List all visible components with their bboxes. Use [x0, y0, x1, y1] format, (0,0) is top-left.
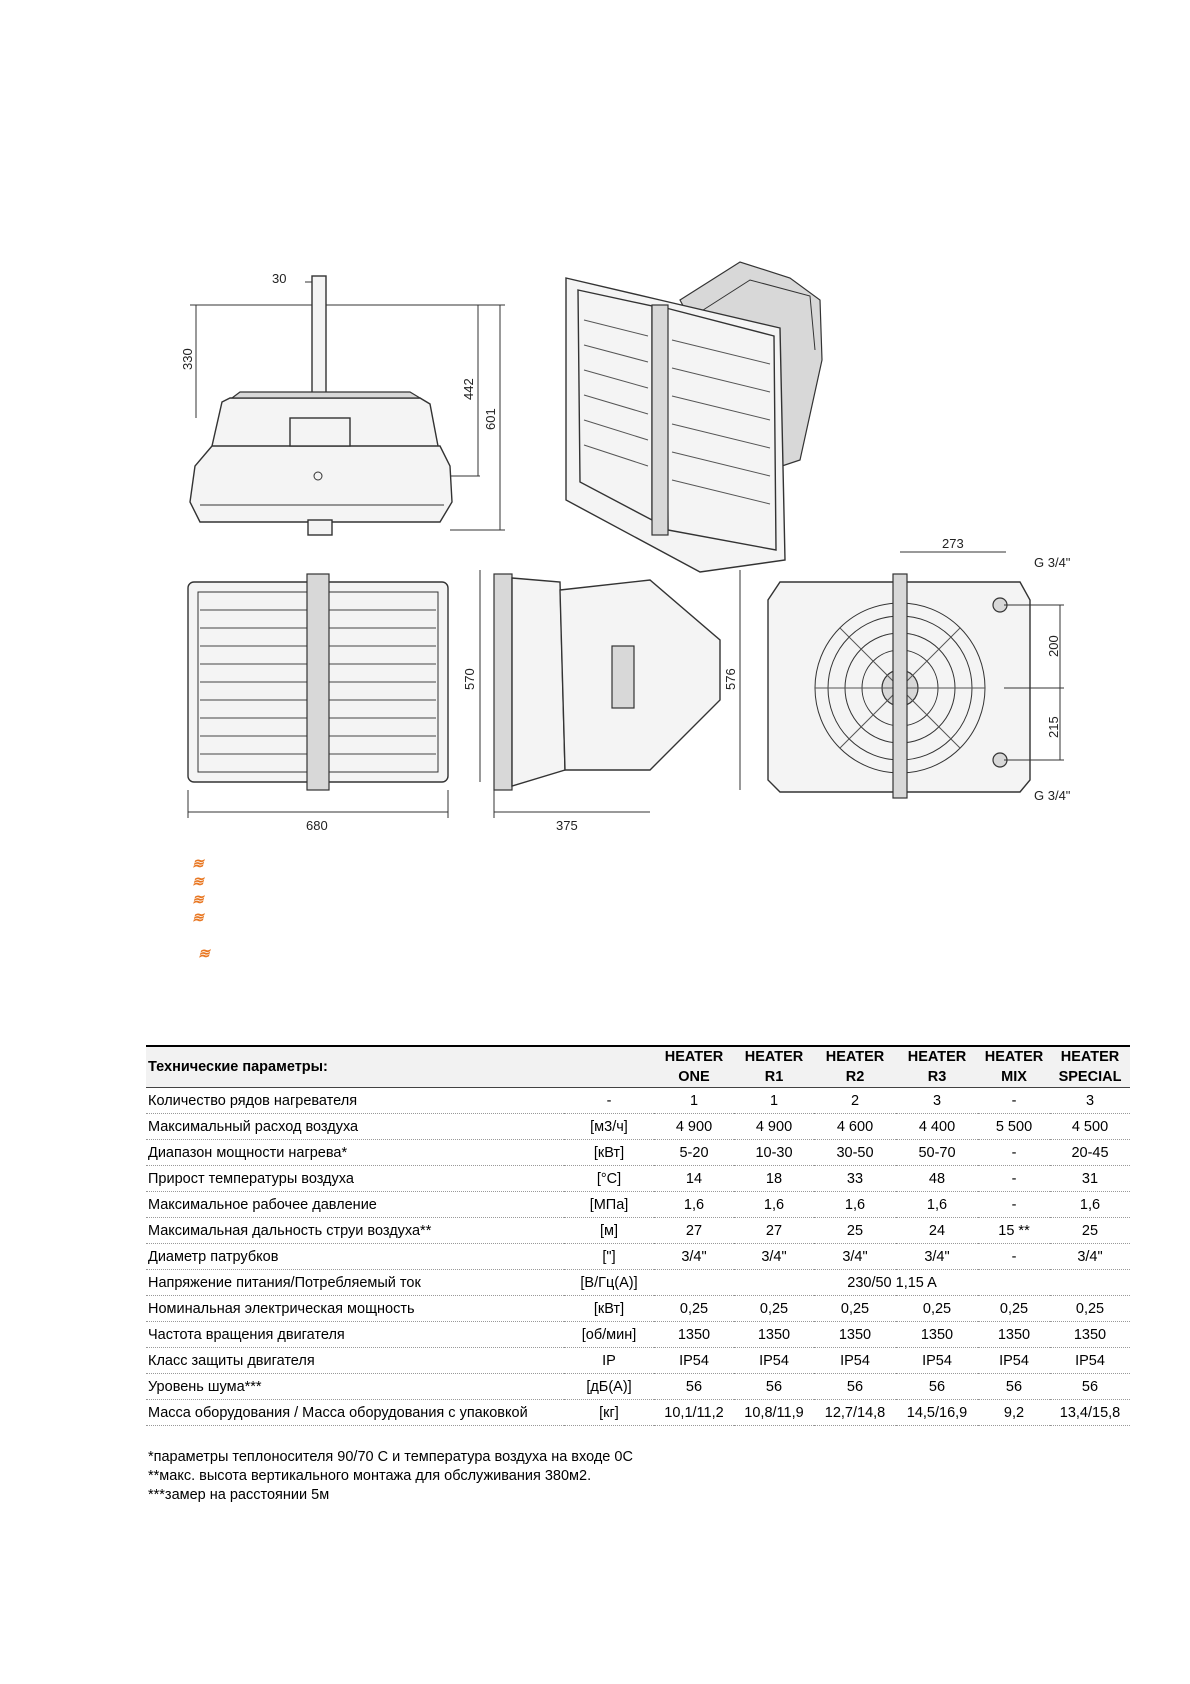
param-value: 1,6: [814, 1192, 896, 1218]
param-name: Номинальная электрическая мощность: [146, 1296, 564, 1322]
spec-row: [146, 1192, 1130, 1218]
param-value: IP54: [1050, 1348, 1130, 1374]
param-value: IP54: [814, 1348, 896, 1374]
param-value: 1350: [1050, 1322, 1130, 1348]
profile-view: [462, 570, 740, 833]
bullet-icon: ≋: [192, 891, 204, 907]
spec-row: [146, 1114, 1130, 1140]
param-name: Максимальный расход воздуха: [146, 1114, 564, 1140]
spec-row: [146, 1374, 1130, 1400]
param-name: Максимальное рабочее давление: [146, 1192, 564, 1218]
param-value: IP54: [896, 1348, 978, 1374]
param-unit: [В/Гц(A)]: [564, 1270, 654, 1296]
param-value: 3/4": [654, 1244, 734, 1270]
param-value: 4 900: [734, 1114, 814, 1140]
spec-row: [146, 1244, 1130, 1270]
param-name: Диапазон мощности нагрева*: [146, 1140, 564, 1166]
param-value: 4 400: [896, 1114, 978, 1140]
param-value: 1350: [978, 1322, 1050, 1348]
param-value: IP54: [654, 1348, 734, 1374]
param-value: -: [978, 1244, 1050, 1270]
param-value: 3: [896, 1088, 978, 1114]
param-value: 230/50 1,15 A: [654, 1270, 1130, 1296]
spec-body: [146, 1088, 1130, 1426]
isometric-view: [566, 262, 822, 572]
dim-30: 30: [272, 271, 287, 286]
model-header: HEATER MIX: [984, 1049, 1044, 1085]
param-unit: -: [564, 1088, 654, 1114]
param-value: 12,7/14,8: [814, 1400, 896, 1426]
back-view: [768, 536, 1071, 803]
connector-bottom: G 3/4": [1034, 788, 1071, 803]
param-value: 27: [734, 1218, 814, 1244]
spec-row: [146, 1140, 1130, 1166]
param-value: 1,6: [734, 1192, 814, 1218]
param-value: 1,6: [654, 1192, 734, 1218]
dim-570: 570: [462, 668, 477, 690]
spec-row: [146, 1166, 1130, 1192]
param-value: 4 600: [814, 1114, 896, 1140]
param-value: 3/4": [734, 1244, 814, 1270]
param-unit: IP: [564, 1348, 654, 1374]
param-value: 0,25: [654, 1296, 734, 1322]
param-unit: [м3/ч]: [564, 1114, 654, 1140]
dim-601: 601: [483, 408, 498, 430]
param-value: 0,25: [1050, 1296, 1130, 1322]
param-value: 10-30: [734, 1140, 814, 1166]
param-value: 1,6: [1050, 1192, 1130, 1218]
model-header: HEATER R3: [907, 1049, 967, 1085]
spec-row: [146, 1088, 1130, 1114]
technical-drawing: [0, 0, 1190, 840]
side-view: [180, 271, 505, 535]
param-value: 27: [654, 1218, 734, 1244]
param-value: 15 **: [978, 1218, 1050, 1244]
param-value: 1350: [734, 1322, 814, 1348]
param-value: 31: [1050, 1166, 1130, 1192]
param-value: 5 500: [978, 1114, 1050, 1140]
param-name: Класс защиты двигателя: [146, 1348, 564, 1374]
bullet-icon: ≋: [192, 855, 204, 871]
param-value: 1350: [814, 1322, 896, 1348]
footnotes: [148, 1448, 633, 1505]
param-value: 25: [814, 1218, 896, 1244]
spec-row: [146, 1322, 1130, 1348]
param-value: 3/4": [814, 1244, 896, 1270]
param-value: 33: [814, 1166, 896, 1192]
model-header: HEATER R2: [825, 1049, 885, 1085]
param-value: 56: [896, 1374, 978, 1400]
param-value: 0,25: [896, 1296, 978, 1322]
param-value: 1350: [654, 1322, 734, 1348]
param-name: Количество рядов нагревателя: [146, 1088, 564, 1114]
bullet-icon: ≋: [192, 873, 204, 889]
param-unit: [кг]: [564, 1400, 654, 1426]
front-view: [188, 574, 448, 833]
param-unit: [об/мин]: [564, 1322, 654, 1348]
param-value: 24: [896, 1218, 978, 1244]
param-value: -: [978, 1166, 1050, 1192]
dim-200: 200: [1046, 635, 1061, 657]
dim-215: 215: [1046, 716, 1061, 738]
param-value: 1: [654, 1088, 734, 1114]
spec-table: [146, 1045, 1130, 1426]
spec-header-row: [146, 1046, 1130, 1088]
model-header: HEATER R1: [744, 1049, 804, 1085]
param-value: 56: [1050, 1374, 1130, 1400]
param-value: 0,25: [978, 1296, 1050, 1322]
param-name: Прирост температуры воздуха: [146, 1166, 564, 1192]
dim-680: 680: [306, 818, 328, 833]
dim-330: 330: [180, 348, 195, 370]
param-value: -: [978, 1140, 1050, 1166]
param-value: 9,2: [978, 1400, 1050, 1426]
param-value: 13,4/15,8: [1050, 1400, 1130, 1426]
param-value: IP54: [734, 1348, 814, 1374]
dim-442: 442: [461, 378, 476, 400]
param-value: 1,6: [896, 1192, 978, 1218]
param-name: Уровень шума***: [146, 1374, 564, 1400]
param-unit: [°C]: [564, 1166, 654, 1192]
spec-row: [146, 1270, 1130, 1296]
param-value: 0,25: [814, 1296, 896, 1322]
bullet-icon: ≋: [192, 909, 204, 925]
dim-273: 273: [942, 536, 964, 551]
param-value: -: [978, 1192, 1050, 1218]
param-name: Напряжение питания/Потребляемый ток: [146, 1270, 564, 1296]
param-value: 50-70: [896, 1140, 978, 1166]
footnote: *параметры теплоносителя 90/70 С и температура воздуха на входе 0С: [148, 1449, 633, 1465]
spec-row: [146, 1400, 1130, 1426]
spec-row: [146, 1296, 1130, 1322]
param-value: 10,8/11,9: [734, 1400, 814, 1426]
param-value: 14,5/16,9: [896, 1400, 978, 1426]
param-value: 3/4": [1050, 1244, 1130, 1270]
param-value: 30-50: [814, 1140, 896, 1166]
param-value: 18: [734, 1166, 814, 1192]
param-value: 25: [1050, 1218, 1130, 1244]
param-value: 1350: [896, 1322, 978, 1348]
param-value: 1: [734, 1088, 814, 1114]
param-value: 5-20: [654, 1140, 734, 1166]
model-header: HEATER ONE: [664, 1049, 724, 1085]
footnote: ***замер на расстоянии 5м: [148, 1487, 330, 1503]
param-unit: ["]: [564, 1244, 654, 1270]
param-value: 4 500: [1050, 1114, 1130, 1140]
spec-title: Технические параметры:: [148, 1059, 328, 1075]
param-value: 2: [814, 1088, 896, 1114]
dim-375: 375: [556, 818, 578, 833]
param-value: -: [978, 1088, 1050, 1114]
param-value: 4 900: [654, 1114, 734, 1140]
param-value: 56: [814, 1374, 896, 1400]
model-header: HEATER SPECIAL: [1058, 1049, 1122, 1085]
param-unit: [кВт]: [564, 1296, 654, 1322]
param-unit: [м]: [564, 1218, 654, 1244]
param-value: 3: [1050, 1088, 1130, 1114]
param-value: 3/4": [896, 1244, 978, 1270]
dim-576: 576: [723, 668, 738, 690]
param-value: 10,1/11,2: [654, 1400, 734, 1426]
param-name: Частота вращения двигателя: [146, 1322, 564, 1348]
param-unit: [кВт]: [564, 1140, 654, 1166]
param-name: Масса оборудования / Масса оборудования с упаковкой: [146, 1400, 564, 1426]
param-value: 48: [896, 1166, 978, 1192]
param-name: Диаметр патрубков: [146, 1244, 564, 1270]
param-name: Максимальная дальность струи воздуха**: [146, 1218, 564, 1244]
connector-top: G 3/4": [1034, 555, 1071, 570]
param-value: 56: [654, 1374, 734, 1400]
param-unit: [МПа]: [564, 1192, 654, 1218]
spec-row: [146, 1218, 1130, 1244]
param-value: IP54: [978, 1348, 1050, 1374]
param-value: 56: [978, 1374, 1050, 1400]
bullet-icon: ≋: [198, 945, 210, 961]
param-value: 20-45: [1050, 1140, 1130, 1166]
param-value: 14: [654, 1166, 734, 1192]
param-unit: [дБ(A)]: [564, 1374, 654, 1400]
param-value: 0,25: [734, 1296, 814, 1322]
param-value: 56: [734, 1374, 814, 1400]
spec-row: [146, 1348, 1130, 1374]
footnote: **макс. высота вертикального монтажа для обслуживания 380м2.: [148, 1468, 592, 1484]
